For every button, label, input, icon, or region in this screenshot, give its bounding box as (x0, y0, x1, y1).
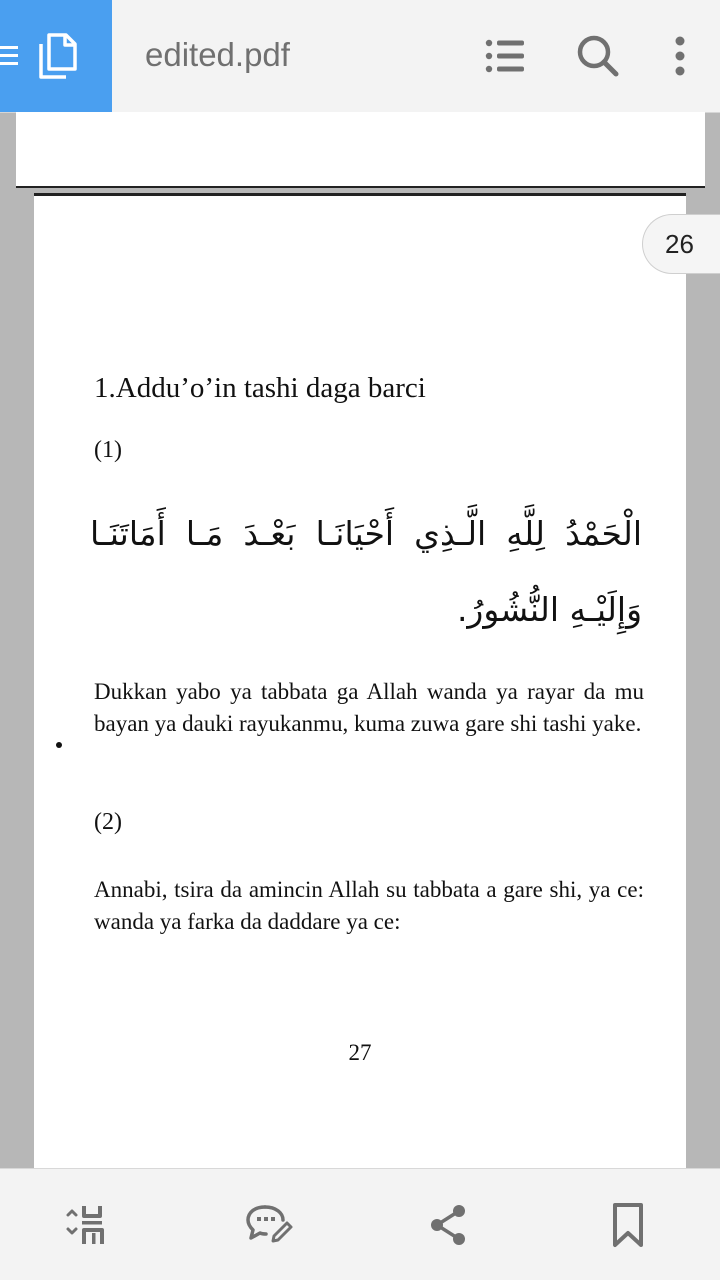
margin-dot (56, 742, 62, 748)
bookmark-icon (612, 1202, 644, 1248)
paragraph-1: Dukkan yabo ya tabbata ga Allah wanda ya rayar da mu bayan ya dauki rayukanmu, kuma zuwa gare shi tashi yake. (94, 679, 644, 736)
section-heading: 1.Addu’o’in tashi daga barci (94, 372, 426, 404)
annotate-button[interactable] (240, 1195, 300, 1255)
menu-icon (0, 44, 20, 68)
fit-page-button[interactable] (58, 1195, 118, 1255)
app-drawer-button[interactable] (0, 0, 112, 112)
pdf-page[interactable] (34, 193, 686, 1168)
search-button[interactable] (568, 26, 628, 86)
document-icon (36, 32, 78, 80)
more-vert-icon (674, 36, 686, 76)
annotate-icon (245, 1203, 295, 1247)
item-label-2: (2) (94, 809, 122, 835)
paragraph-2: Annabi, tsira da amincin Allah su tabbata a gare shi, ya ce: wanda ya farka da daddare ya ce: (94, 877, 644, 934)
more-options-button[interactable] (650, 26, 710, 86)
search-icon (576, 34, 620, 78)
bottom-toolbar (0, 1168, 720, 1280)
bookmark-button[interactable] (598, 1195, 658, 1255)
document-title: edited.pdf (145, 36, 290, 73)
page-number: 27 (348, 1040, 372, 1065)
list-icon (485, 39, 525, 73)
share-button[interactable] (418, 1195, 478, 1255)
item-label-1: (1) (94, 437, 122, 463)
share-icon (427, 1203, 469, 1247)
top-app-bar (0, 0, 720, 113)
fit-page-icon (64, 1203, 112, 1247)
previous-page (16, 112, 705, 188)
page-indicator-badge[interactable]: 26 (642, 214, 720, 274)
outline-button[interactable] (475, 26, 535, 86)
arabic-dua-text: الْحَمْدُ لِلَّهِ الَّـذِي أَحْيَانَـا بَعْـدَ مَـا أَمَاتَنَـا وَإِلَيْـهِ النُّشُورُ. (90, 514, 642, 629)
